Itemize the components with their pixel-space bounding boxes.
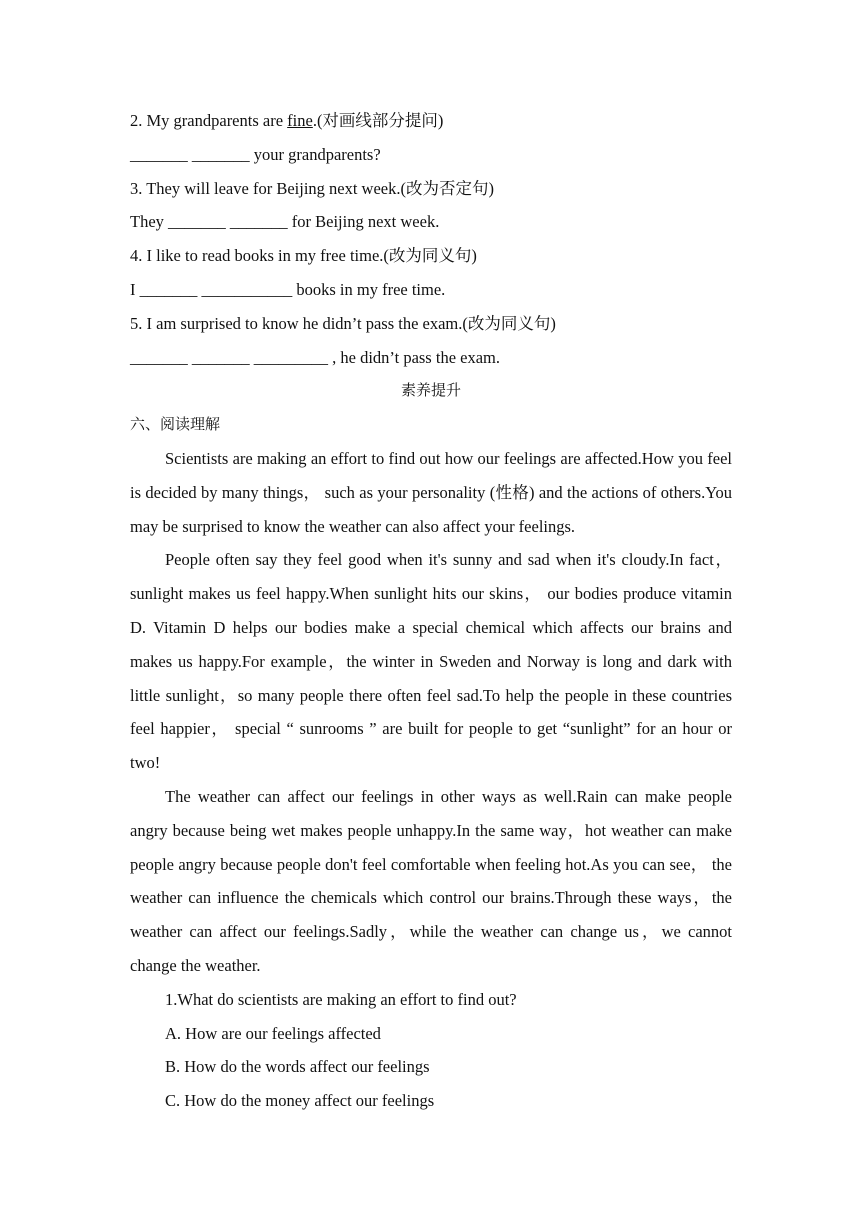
option-c: C. How do the money affect our feelings xyxy=(165,1091,435,1111)
reading-paragraph-2: People often say they feel good when it's sunny and sad when it's cloudy.In fact，sunlight makes us feel happy.When sunlight hits our skins， our bodies produce vitamin D. Vitamin D helps our bodies make a special chemical which affects our brains and makes us happy.For example，the winter in Sweden and Norway is long and dark with little sunlight，so many people there often feel sad.To help the people in these countries feel happier， special “ sunrooms ” are built for people to get “sunlight” for an hour or two! xyxy=(130,550,732,773)
exercise-5-answer-line: _______ _______ _________ , he didn’t pass the exam. xyxy=(130,347,500,367)
reading-paragraph-1: Scientists are making an effort to find out how our feelings are affected.How you feel is decided by many things， such as your personality (性格) and the actions of others.You may be surprised to know the weather can also affect your feelings. xyxy=(130,448,732,536)
reading-question-1: 1.What do scientists are making an effort to find out? xyxy=(165,989,517,1009)
reading-heading: 六、阅读理解 xyxy=(130,415,221,434)
reading-paragraph-3: The weather can affect our feelings in other ways as well.Rain can make people angry because being wet makes people unhappy.In the same way，hot weather can make people angry because people don't feel comfortable when feeling hot.As you can see， the weather can influence the chemicals which control our brains.Through these ways，the weather can affect our feelings.Sadly，while the weather can change us，we cannot change the weather. xyxy=(130,786,732,975)
exercise-4-answer-line: I _______ ___________ books in my free time. xyxy=(130,279,446,299)
section-title: 素养提升 xyxy=(400,381,461,400)
exercise-2-answer-line: _______ _______ your grandparents? xyxy=(130,144,381,164)
exercise-2-underlined-word: fine xyxy=(287,111,313,130)
worksheet-page xyxy=(130,104,732,1118)
exercise-5-question: 5. I am surprised to know he didn’t pass the exam.(改为同义句) xyxy=(130,313,556,333)
exercise-4-question: 4. I like to read books in my free time.(改为同义句) xyxy=(130,246,477,266)
exercise-3-answer-line: They _______ _______ for Beijing next week. xyxy=(130,212,440,232)
exercise-3-question: 3. They will leave for Beijing next week.(改为否定句) xyxy=(130,178,494,198)
option-a: A. How are our feelings affected xyxy=(165,1023,381,1043)
exercise-2-question-prefix: 2. My grandparents are xyxy=(130,111,288,130)
exercise-2-question-suffix: .(对画线部分提问) xyxy=(312,111,444,130)
option-b: B. How do the words affect our feelings xyxy=(165,1057,430,1077)
exercise-2-question xyxy=(130,104,732,138)
